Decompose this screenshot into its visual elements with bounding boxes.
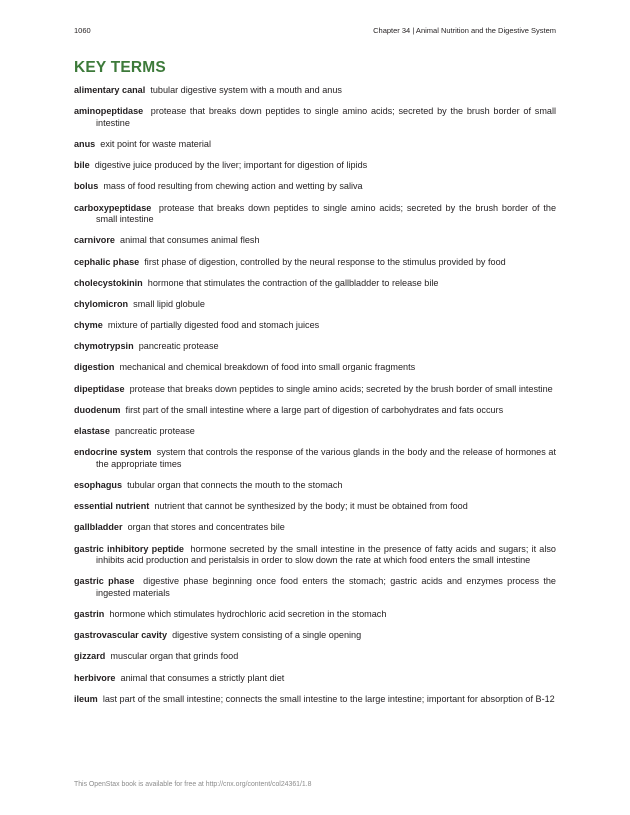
glossary-entry <box>74 160 556 172</box>
glossary-term: duodenum <box>74 404 121 415</box>
glossary-entry <box>74 341 556 353</box>
glossary-definition: last part of the small intestine; connects the small intestine to the large intestine; important for absorption of B-12 <box>102 693 555 704</box>
glossary-definition: mixture of partially digested food and stomach juices <box>107 320 320 331</box>
glossary-definition: mechanical and chemical breakdown of food into small organic fragments <box>119 362 416 373</box>
glossary-entry <box>74 405 556 417</box>
glossary-entry <box>74 106 556 129</box>
glossary-entry <box>74 384 556 396</box>
glossary-definition: protease that breaks down peptides to single amino acids; secreted by the brush border of the small intestine <box>96 202 557 225</box>
glossary-entry <box>74 139 556 151</box>
glossary-entry <box>74 447 556 470</box>
glossary-entry <box>74 609 556 621</box>
chapter-title: Chapter 34 | Animal Nutrition and the Digestive System <box>373 26 556 35</box>
glossary-term: gastrin <box>74 609 105 620</box>
glossary-term: elastase <box>74 426 110 436</box>
glossary-definition: digestive phase beginning once food enters the stomach; gastric acids and enzymes process the ingested materials <box>96 576 556 598</box>
section-title: KEY TERMS <box>74 59 166 76</box>
glossary-definition: protease that breaks down peptides to single amino acids; secreted by the brush border of small intestine <box>129 383 553 394</box>
glossary-entry <box>74 673 556 685</box>
glossary-definition: organ that stores and concentrates bile <box>127 522 285 533</box>
glossary-term: carnivore <box>74 235 115 246</box>
glossary-entry <box>74 320 556 332</box>
glossary-definition: hormone secreted by the small intestine in the presence of fatty acids and sugars; it also inhibits acid production and peristalsis in order to slow down the rate at which food enters the small intestine <box>96 543 556 566</box>
glossary-entry <box>74 257 556 269</box>
glossary-entry <box>74 501 556 513</box>
glossary-term: esophagus <box>74 479 123 490</box>
glossary-entry <box>74 480 556 492</box>
glossary-definition: first part of the small intestine where a large part of digestion of carbohydrates and fats occurs <box>125 404 504 415</box>
key-terms-list <box>74 85 556 715</box>
glossary-term: endocrine system <box>74 447 152 458</box>
glossary-entry <box>74 299 556 311</box>
glossary-definition: mass of food resulting from chewing action and wetting by saliva <box>103 181 363 192</box>
glossary-definition: exit point for waste material <box>100 138 211 149</box>
glossary-term: bolus <box>74 181 99 192</box>
glossary-term: cephalic phase <box>74 256 140 267</box>
glossary-entry <box>74 235 556 247</box>
glossary-definition: first phase of digestion, controlled by the neural response to the stimulus provided by food <box>144 256 506 267</box>
glossary-definition: tubular organ that connects the mouth to the stomach <box>127 479 343 490</box>
glossary-definition: hormone which stimulates hydrochloric acid secretion in the stomach <box>109 609 387 620</box>
glossary-term: essential nutrient <box>74 501 150 512</box>
glossary-definition: hormone that stimulates the contraction of the gallbladder to release bile <box>147 277 439 288</box>
glossary-entry <box>74 522 556 534</box>
glossary-entry <box>74 426 556 438</box>
glossary-term: aminopeptidase <box>74 106 144 117</box>
glossary-term: anus <box>74 138 96 149</box>
glossary-definition: small lipid globule <box>133 298 205 309</box>
glossary-term: bile <box>74 160 90 171</box>
glossary-definition: digestive juice produced by the liver; important for digestion of lipids <box>94 160 368 171</box>
glossary-term: ileum <box>74 693 98 704</box>
glossary-definition: animal that consumes animal flesh <box>120 235 260 246</box>
glossary-term: carboxypeptidase <box>74 202 152 213</box>
glossary-definition: tubular digestive system with a mouth and anus <box>150 85 342 95</box>
glossary-entry <box>74 630 556 642</box>
glossary-definition: pancreatic protease <box>138 341 219 352</box>
glossary-term: digestion <box>74 362 115 373</box>
glossary-definition: animal that consumes a strictly plant diet <box>120 672 285 683</box>
glossary-term: gizzard <box>74 651 106 662</box>
glossary-term: chyme <box>74 320 103 331</box>
glossary-term: herbivore <box>74 672 116 683</box>
glossary-definition: protease that breaks down peptides to single amino acids; secreted by the brush border of small intestine <box>96 106 556 128</box>
glossary-entry <box>74 181 556 193</box>
glossary-entry <box>74 203 556 226</box>
glossary-definition: nutrient that cannot be synthesized by the body; it must be obtained from food <box>154 501 468 512</box>
glossary-entry <box>74 694 556 706</box>
glossary-term: gastric phase <box>74 576 135 587</box>
glossary-entry <box>74 544 556 567</box>
page-number: 1060 <box>74 26 91 35</box>
glossary-term: dipeptidase <box>74 383 125 394</box>
glossary-term: chymotrypsin <box>74 341 134 352</box>
glossary-term: gallbladder <box>74 522 123 533</box>
glossary-entry <box>74 362 556 374</box>
glossary-entry <box>74 651 556 663</box>
glossary-definition: digestive system consisting of a single opening <box>172 630 362 641</box>
glossary-entry <box>74 85 556 97</box>
glossary-entry <box>74 278 556 290</box>
glossary-term: cholecystokinin <box>74 277 143 288</box>
glossary-term: alimentary canal <box>74 85 146 95</box>
glossary-term: gastrovascular cavity <box>74 630 168 641</box>
glossary-definition: system that controls the response of the various glands in the body and the release of hormones at the appropriate times <box>96 447 556 469</box>
glossary-entry <box>74 576 556 599</box>
glossary-term: gastric inhibitory peptide <box>74 543 184 554</box>
glossary-term: chylomicron <box>74 298 129 309</box>
glossary-definition: pancreatic protease <box>114 426 195 436</box>
glossary-definition: muscular organ that grinds food <box>110 651 239 662</box>
page-footer: This OpenStax book is available for free at http://cnx.org/content/col24361/1.8 <box>74 781 312 788</box>
